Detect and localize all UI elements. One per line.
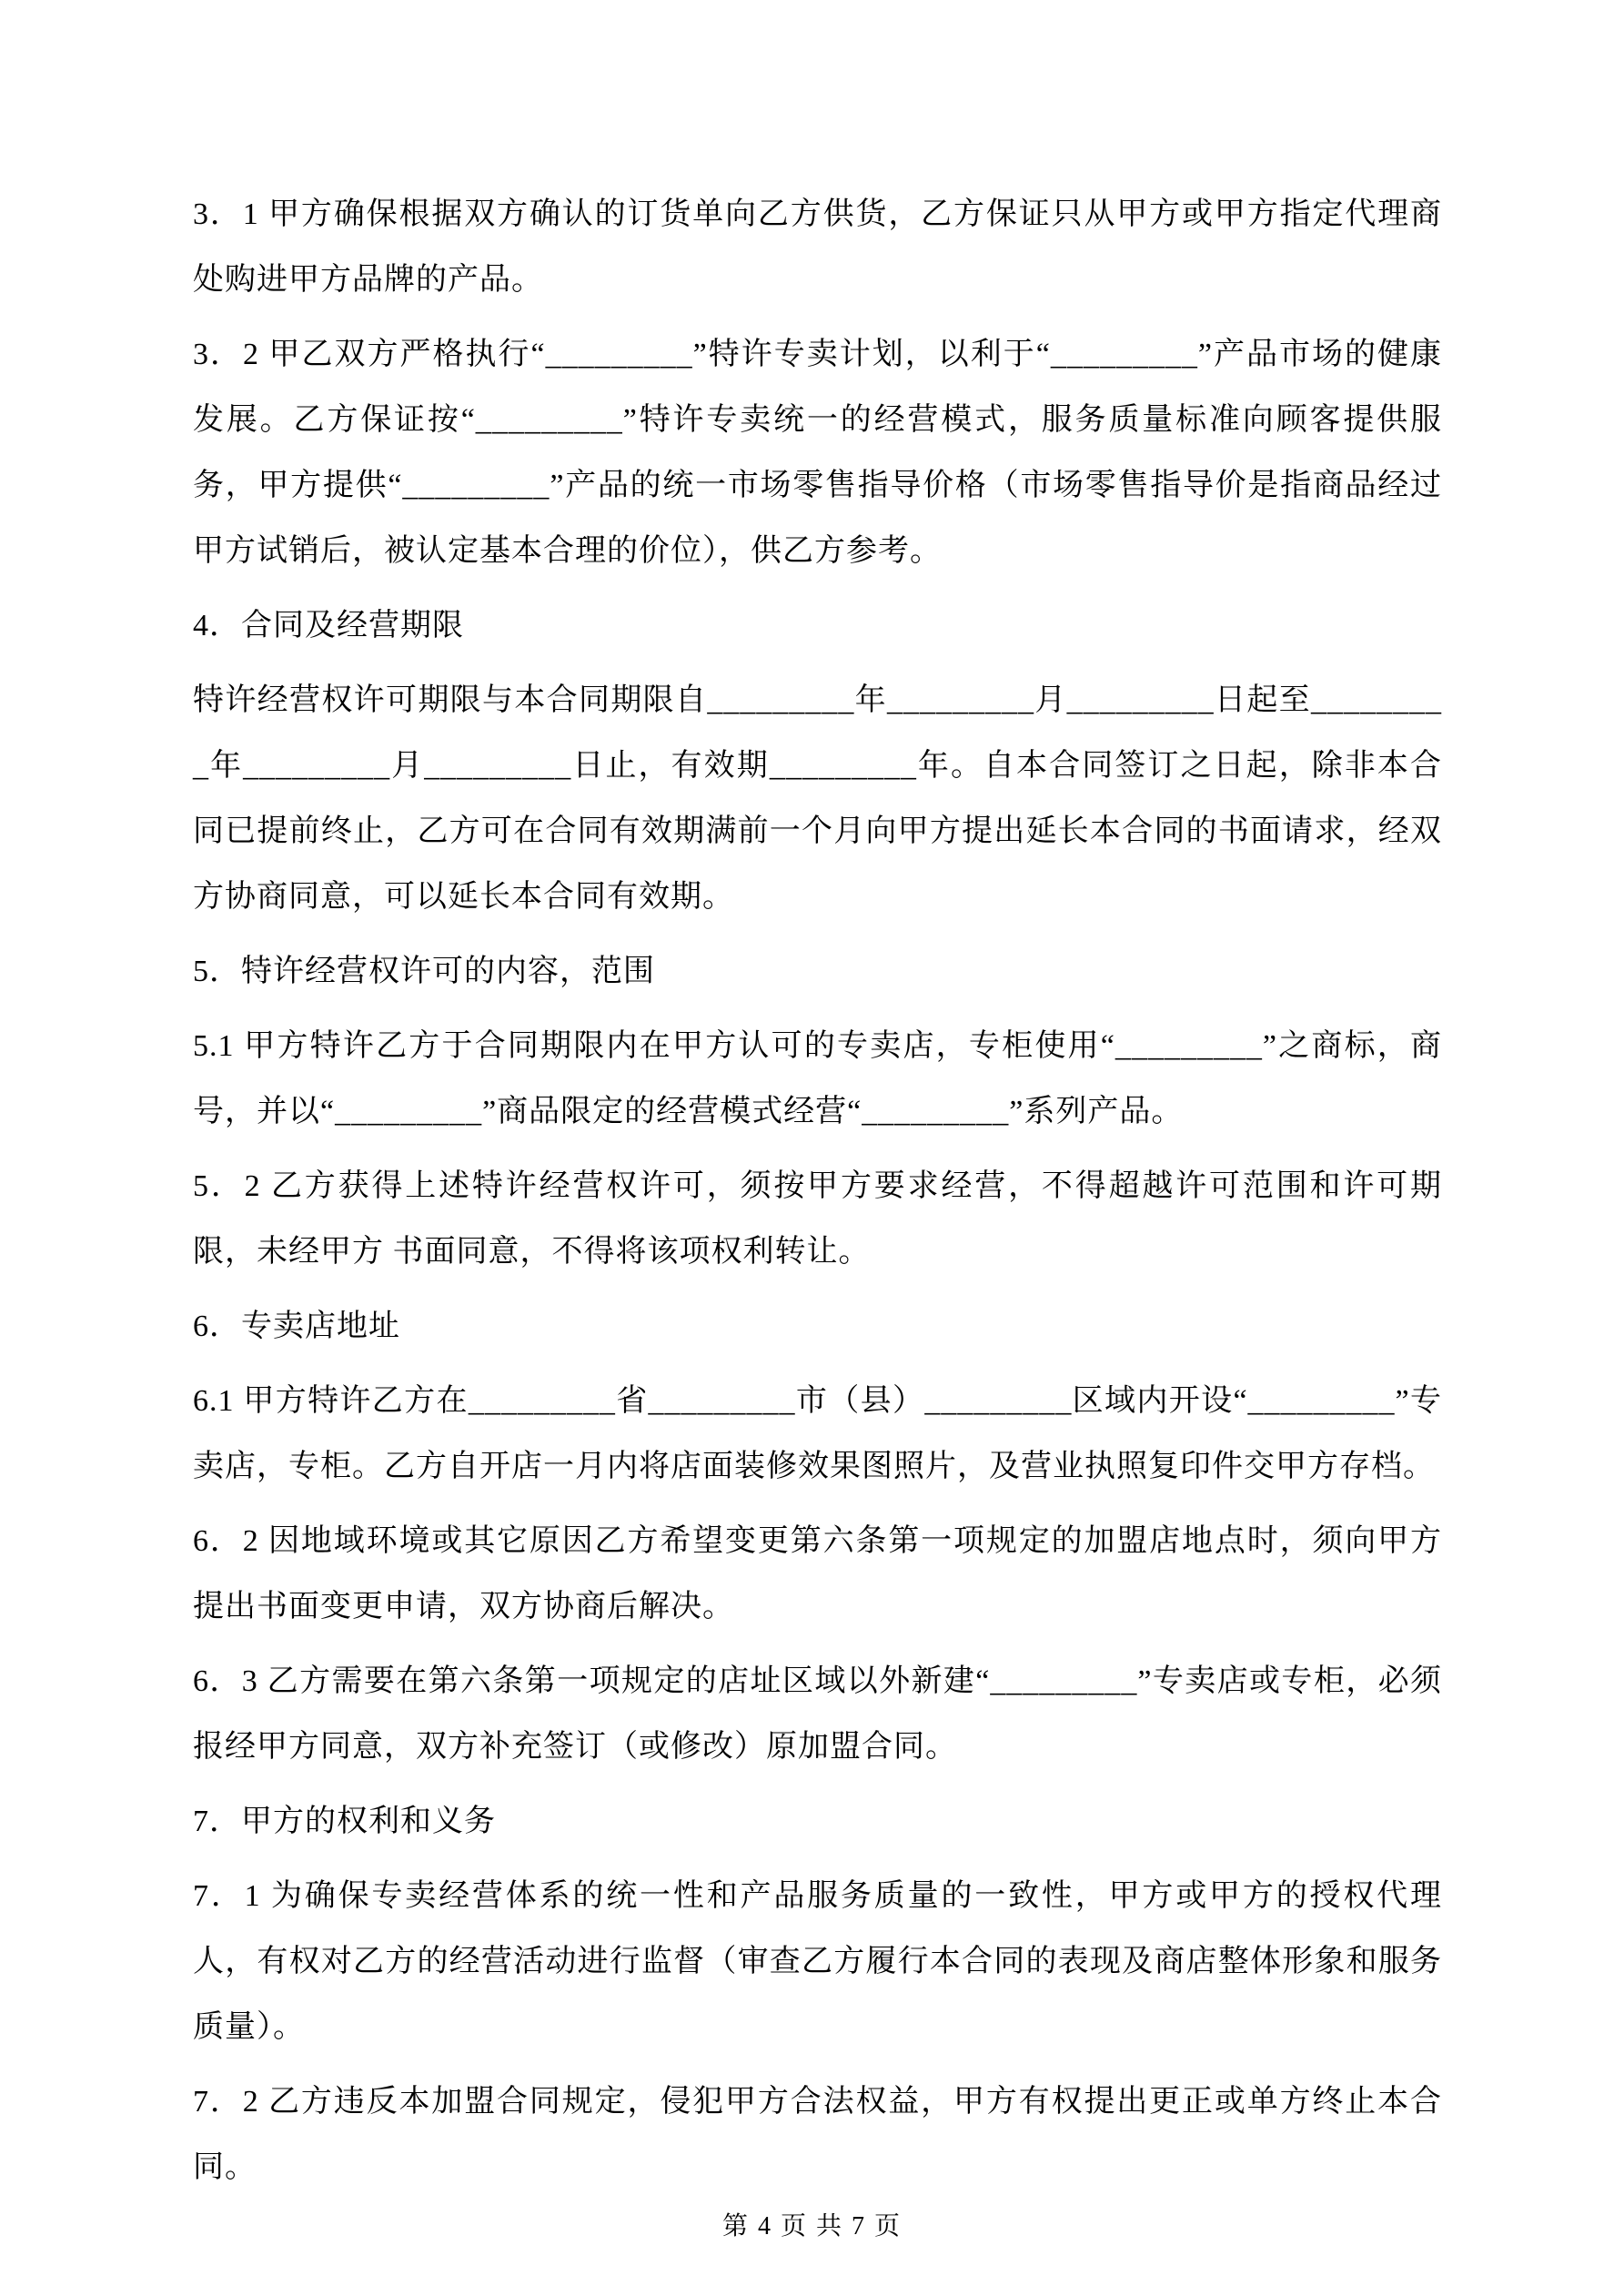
clause-6-2: 6．2 因地域环境或其它原因乙方希望变更第六条第一项规定的加盟店地点时，须向甲方提出书面变更申请，双方协商后解决。 — [193, 1524, 1442, 1623]
heading-5-franchise-scope: 5．特许经营权许可的内容，范围 — [193, 955, 655, 988]
clause-3-2: 3．2 甲乙双方严格执行“_________”特许专卖计划，以利于“_________”产品市场的健康发展。乙方保证按“_________”特许专卖统一的经营模式，服务质量标准向顾客提供服务，甲方提供“_________”产品的统一市场零售指导价格（市场零售指导价是指商品经过甲方试销后，被认定基本合理的价位），供乙方参考。 — [193, 338, 1442, 568]
clause-4-term-dates: 特许经营权许可期限与本合同期限自_________年_________月_________日起至_________年_________月_________日止，有效期_________年。自本合同签订之日起，除非本合同已提前终止，乙方可在合同有效期满前一个月向甲方提出延长本合同的书面请求，经双方协商同意，可以延长本合同有效期。 — [193, 683, 1442, 914]
heading-4-contract-term: 4．合同及经营期限 — [193, 609, 464, 642]
heading-6-store-address: 6．专卖店地址 — [193, 1310, 400, 1343]
clause-7-1: 7．1 为确保专卖经营体系的统一性和产品服务质量的一致性，甲方或甲方的授权代理人，有权对乙方的经营活动进行监督（审查乙方履行本合同的表现及商店整体形象和服务质量）。 — [193, 1879, 1442, 2044]
clause-7-2: 7．2 乙方违反本加盟合同规定，侵犯甲方合法权益，甲方有权提出更正或单方终止本合同。 — [193, 2085, 1442, 2184]
heading-7-party-a-rights: 7．甲方的权利和义务 — [193, 1805, 496, 1838]
contract-body — [193, 182, 1442, 2184]
page-number: 第 4 页 共 7 页 — [721, 2212, 902, 2240]
clause-3-1: 3．1 甲方确保根据双方确认的订货单向乙方供货，乙方保证只从甲方或甲方指定代理商处购进甲方品牌的产品。 — [193, 197, 1442, 297]
clause-5-2: 5．2 乙方获得上述特许经营权许可，须按甲方要求经营，不得超越许可范围和许可期限，未经甲方 书面同意，不得将该项权利转让。 — [193, 1169, 1442, 1269]
clause-6-1: 6.1 甲方特许乙方在_________省_________市（县）_________区域内开设“_________”专卖店，专柜。乙方自开店一月内将店面装修效果图照片，及营业执照复印件交甲方存档。 — [193, 1384, 1442, 1483]
clause-5-1: 5.1 甲方特许乙方于合同期限内在甲方认可的专卖店，专柜使用“_________”之商标，商号，并以“_________”商品限定的经营模式经营“_________”系列产品。 — [193, 1029, 1442, 1128]
clause-6-3: 6．3 乙方需要在第六条第一项规定的店址区域以外新建“_________”专卖店或专柜，必须报经甲方同意，双方补充签订（或修改）原加盟合同。 — [193, 1664, 1442, 1764]
